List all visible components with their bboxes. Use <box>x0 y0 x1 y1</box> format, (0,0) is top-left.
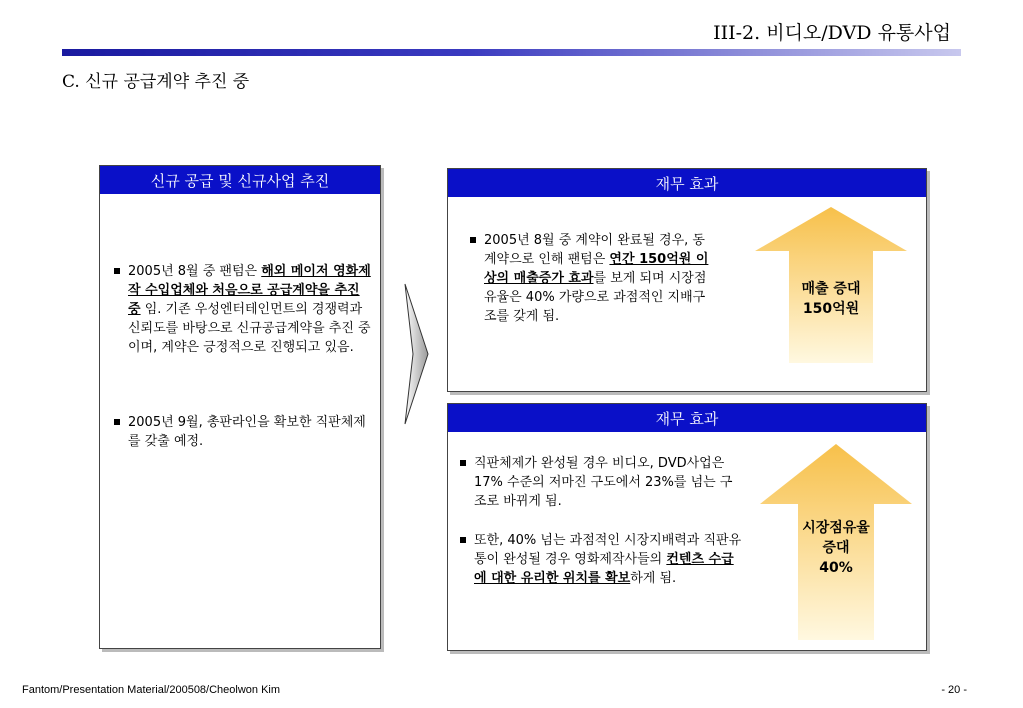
left-panel-header: 신규 공급 및 신규사업 추진 <box>100 166 380 194</box>
share-increase-line1: 시장점유율 <box>802 520 870 536</box>
left-bullet-1 <box>114 262 372 357</box>
right-bottom-panel <box>447 403 927 651</box>
left-panel <box>99 165 381 649</box>
page-number: - 20 - <box>941 684 967 696</box>
title-rule <box>62 49 961 56</box>
right-bottom-panel-body <box>460 454 742 588</box>
right-top-panel-body <box>470 231 710 326</box>
chevron-right-icon <box>404 283 430 425</box>
left-bullet-1-pre: 2005년 8월 중 팬텀은 <box>128 264 262 279</box>
left-bullet-1-post: 임. 기존 우성엔터테인먼트의 경쟁력과 신뢰도를 바탕으로 신규공급계약을 추진 중이며, 계약은 긍정적으로 진행되고 있음. <box>128 302 371 355</box>
right-bottom-bullet-2 <box>460 531 742 588</box>
right-bottom-bullet-1: 직판체제가 완성될 경우 비디오, DVD사업은 17% 수준의 저마진 구도에서 23%를 넘는 구조로 바뀌게 됨. <box>460 454 742 511</box>
right-bottom-bullet-2-emph: 컨텐츠 수급에 대한 유리한 위치를 확보 <box>474 552 734 586</box>
right-bottom-bullet-2-pre: 또한, 40% 넘는 과점적인 시장지배력과 직판유통이 완성될 경우 영화제작사들의 <box>474 533 742 567</box>
right-top-bullet-1-post: 를 보게 되며 시장점유율은 40% 가량으로 과점적인 지배구조를 갖게 됨. <box>484 271 707 324</box>
share-increase-line2: 증대 <box>822 540 850 556</box>
right-bottom-panel-header: 재무 효과 <box>448 404 926 432</box>
growth-arrow-sales <box>755 207 907 363</box>
share-increase-line3: 40% <box>819 560 853 576</box>
sales-increase-line1: 매출 증대 <box>801 281 861 297</box>
sales-increase-line2: 150억원 <box>802 301 860 317</box>
growth-arrow-share <box>760 444 912 640</box>
right-top-panel <box>447 168 927 392</box>
right-bottom-bullet-2-post: 하게 됨. <box>630 571 677 586</box>
right-top-panel-header: 재무 효과 <box>448 169 926 197</box>
left-bullet-2: 2005년 9월, 총판라인을 확보한 직판체제를 갖출 예정. <box>114 413 372 451</box>
sales-increase-label <box>755 279 907 319</box>
right-top-bullet-1-pre: 2005년 8월 중 계약이 완료될 경우, 동계약으로 인해 팬텀은 <box>484 233 705 267</box>
right-top-bullet-1 <box>470 231 710 326</box>
page-subtitle: C. 신규 공급계약 추진 중 <box>62 72 250 92</box>
share-increase-label <box>760 518 912 578</box>
left-bullet-1-emph: 해외 메이저 영화제작 수입업체와 처음으로 공급계약을 추진 중 <box>128 264 371 317</box>
left-panel-body <box>114 262 372 451</box>
footer-source: Fantom/Presentation Material/200508/Cheolwon Kim <box>22 684 281 696</box>
right-top-bullet-1-emph: 연간 150억원 이상의 매출증가 효과 <box>484 252 709 286</box>
section-title: III-2. 비디오/DVD 유통사업 <box>713 22 951 44</box>
